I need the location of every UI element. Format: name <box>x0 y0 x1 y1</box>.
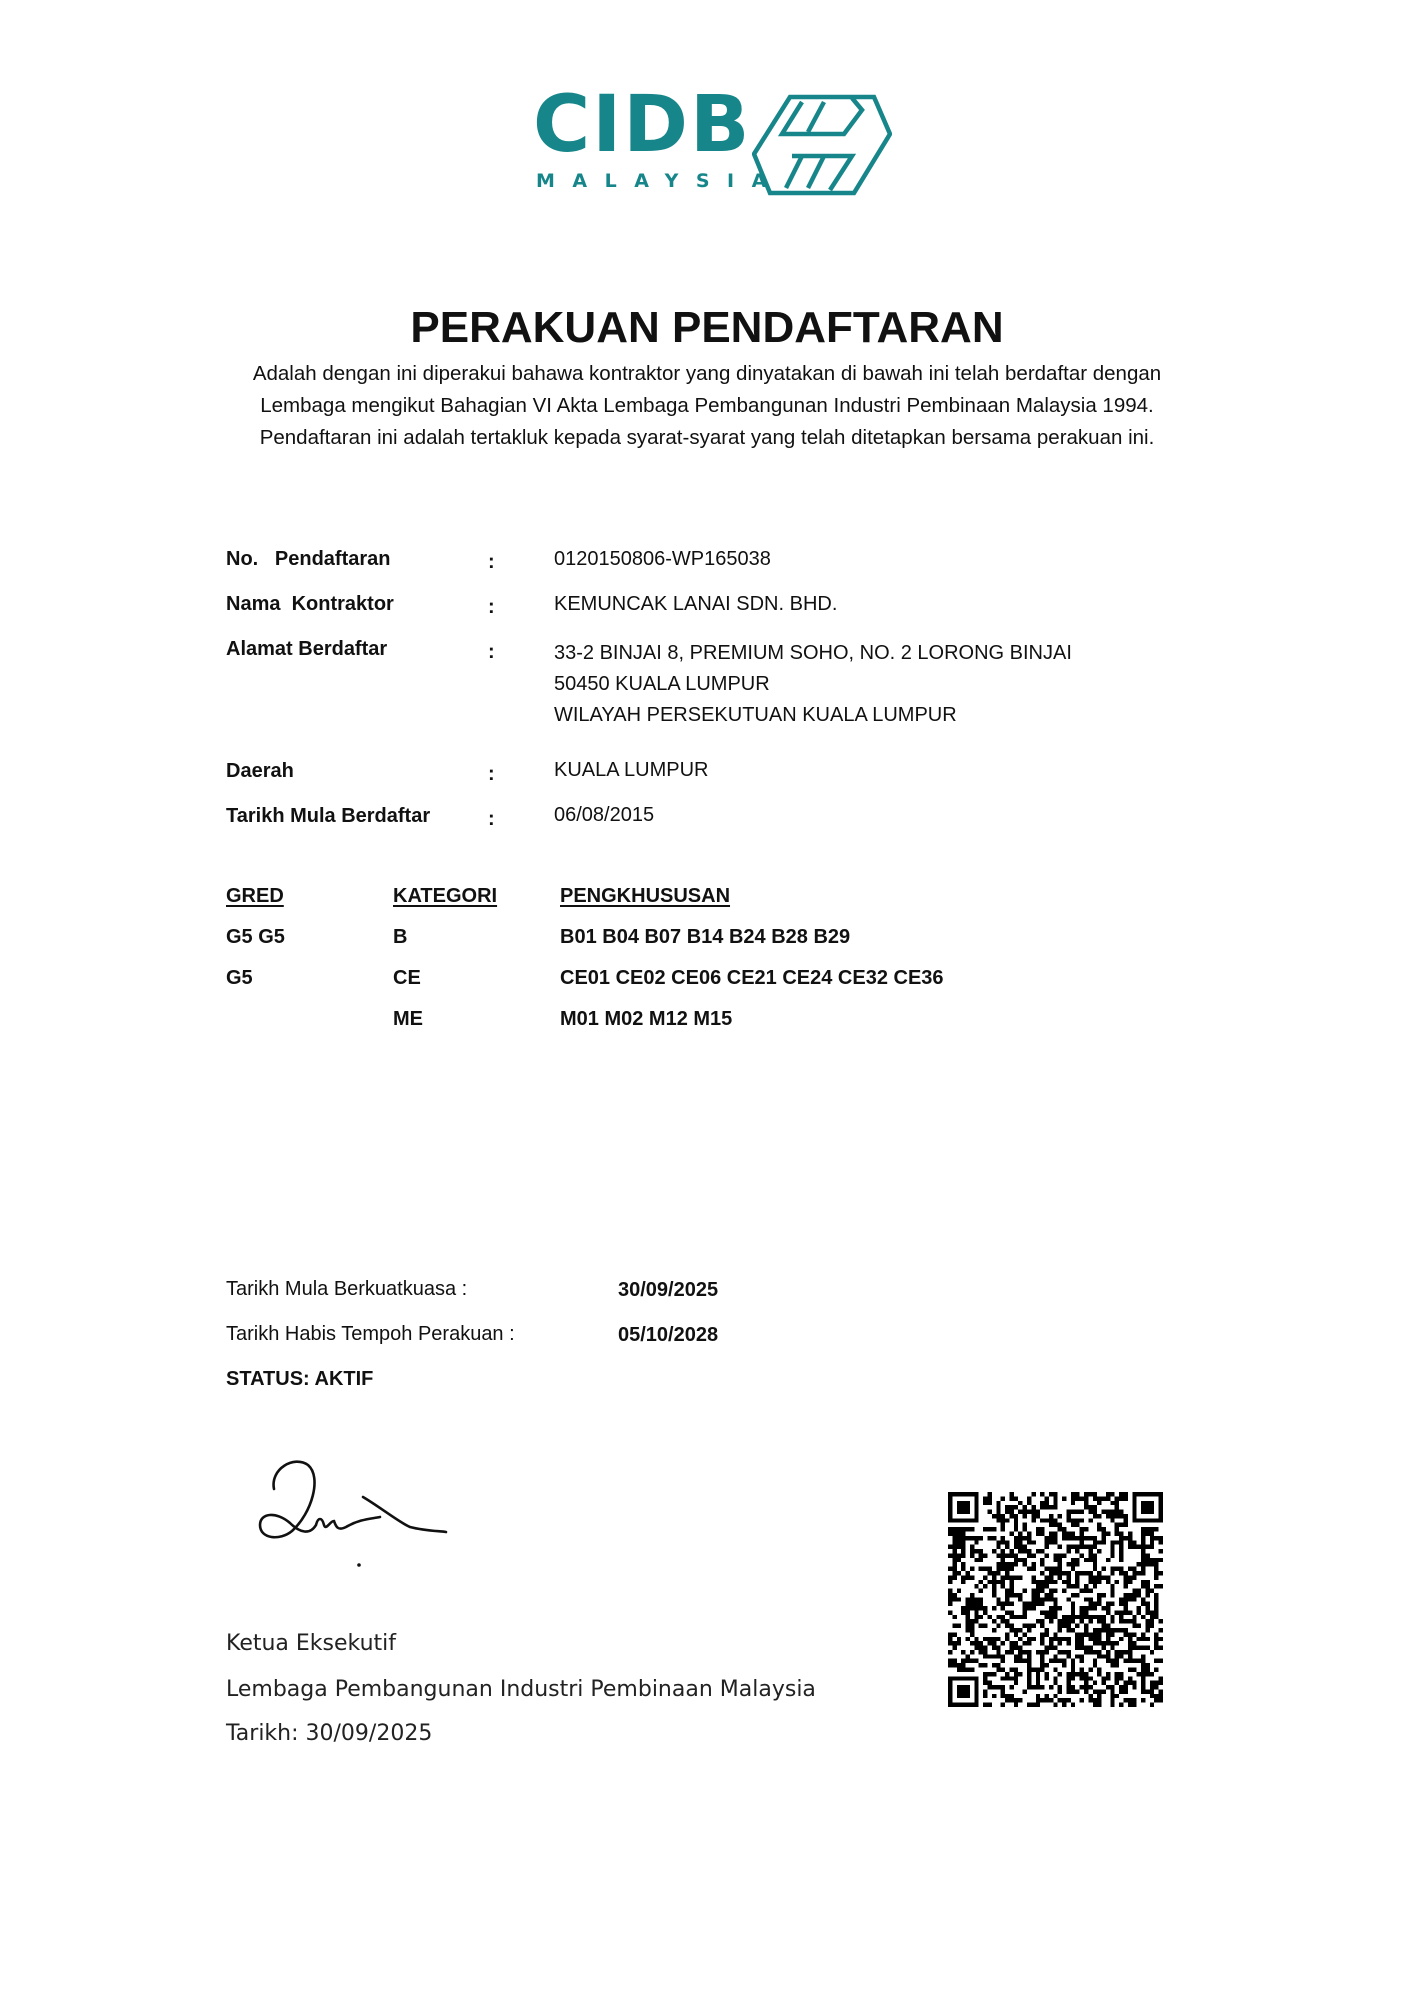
specialization-cell: B01 B04 B07 B14 B24 B28 B29 <box>560 926 851 948</box>
district-label: Daerah <box>226 760 294 782</box>
address-line: 50450 KUALA LUMPUR <box>554 673 770 695</box>
signature-image <box>250 1455 460 1575</box>
colon: : <box>488 808 495 830</box>
category-cell: B <box>393 926 408 948</box>
logo-subtitle: MALAYSIA <box>536 170 784 192</box>
header-kategori: KATEGORI <box>393 885 498 907</box>
registration-no-value: 0120150806-WP165038 <box>554 548 771 570</box>
page-title: PERAKUAN PENDAFTARAN <box>410 303 1004 352</box>
specialization-cell: CE01 CE02 CE06 CE21 CE24 CE32 CE36 <box>560 967 944 989</box>
address-label: Alamat Berdaftar <box>226 638 388 660</box>
cidb-hexagon-mark-icon <box>752 94 892 196</box>
header-pengkhususan: PENGKHUSUSAN <box>560 885 731 907</box>
address-line: WILAYAH PERSEKUTUAN KUALA LUMPUR <box>554 704 957 726</box>
colon: : <box>488 596 495 618</box>
intro-line: Adalah dengan ini diperakui bahawa kontraktor yang dinyatakan di bawah ini telah berdaftar dengan <box>252 362 1162 385</box>
category-cell: ME <box>393 1008 423 1030</box>
registration-date-label: Tarikh Mula Berdaftar <box>226 805 431 827</box>
grade-cell: G5 <box>226 967 253 989</box>
signatory-position: Ketua Eksekutif <box>226 1631 397 1656</box>
qr-code <box>948 1492 1163 1707</box>
intro-line: Pendaftaran ini adalah tertakluk kepada syarat-syarat yang telah ditetapkan bersama perakuan ini. <box>259 426 1155 449</box>
signatory-date: Tarikh: 30/09/2025 <box>226 1721 433 1746</box>
category-cell: CE <box>393 967 421 989</box>
district-value: KUALA LUMPUR <box>554 759 709 781</box>
effective-date-value: 30/09/2025 <box>618 1279 719 1301</box>
colon: : <box>488 551 495 573</box>
colon: : <box>488 763 495 785</box>
registration-no-label: No. Pendaftaran <box>226 548 391 570</box>
specialization-cell: M01 M02 M12 M15 <box>560 1008 733 1030</box>
expiry-date-label: Tarikh Habis Tempoh Perakuan : <box>226 1323 515 1345</box>
expiry-date-value: 05/10/2028 <box>618 1324 719 1346</box>
colon: : <box>488 641 495 663</box>
address-line: 33-2 BINJAI 8, PREMIUM SOHO, NO. 2 LORONG BINJAI <box>554 642 1072 664</box>
intro-line: Lembaga mengikut Bahagian VI Akta Lembaga Pembangunan Industri Pembinaan Malaysia 1994. <box>260 394 1154 417</box>
grade-cell: G5 G5 <box>226 926 285 948</box>
status-badge: STATUS: AKTIF <box>226 1368 374 1390</box>
effective-date-label: Tarikh Mula Berkuatkuasa : <box>226 1278 468 1300</box>
contractor-name-label: Nama Kontraktor <box>226 593 394 615</box>
signatory-organization: Lembaga Pembangunan Industri Pembinaan Malaysia <box>226 1677 816 1702</box>
logo-word: CIDB <box>533 80 752 170</box>
header-gred: GRED <box>226 885 284 907</box>
intro-paragraph <box>0 358 1414 454</box>
contractor-name-value: KEMUNCAK LANAI SDN. BHD. <box>554 593 838 615</box>
registration-date-value: 06/08/2015 <box>554 804 655 826</box>
address-value <box>554 638 1072 731</box>
